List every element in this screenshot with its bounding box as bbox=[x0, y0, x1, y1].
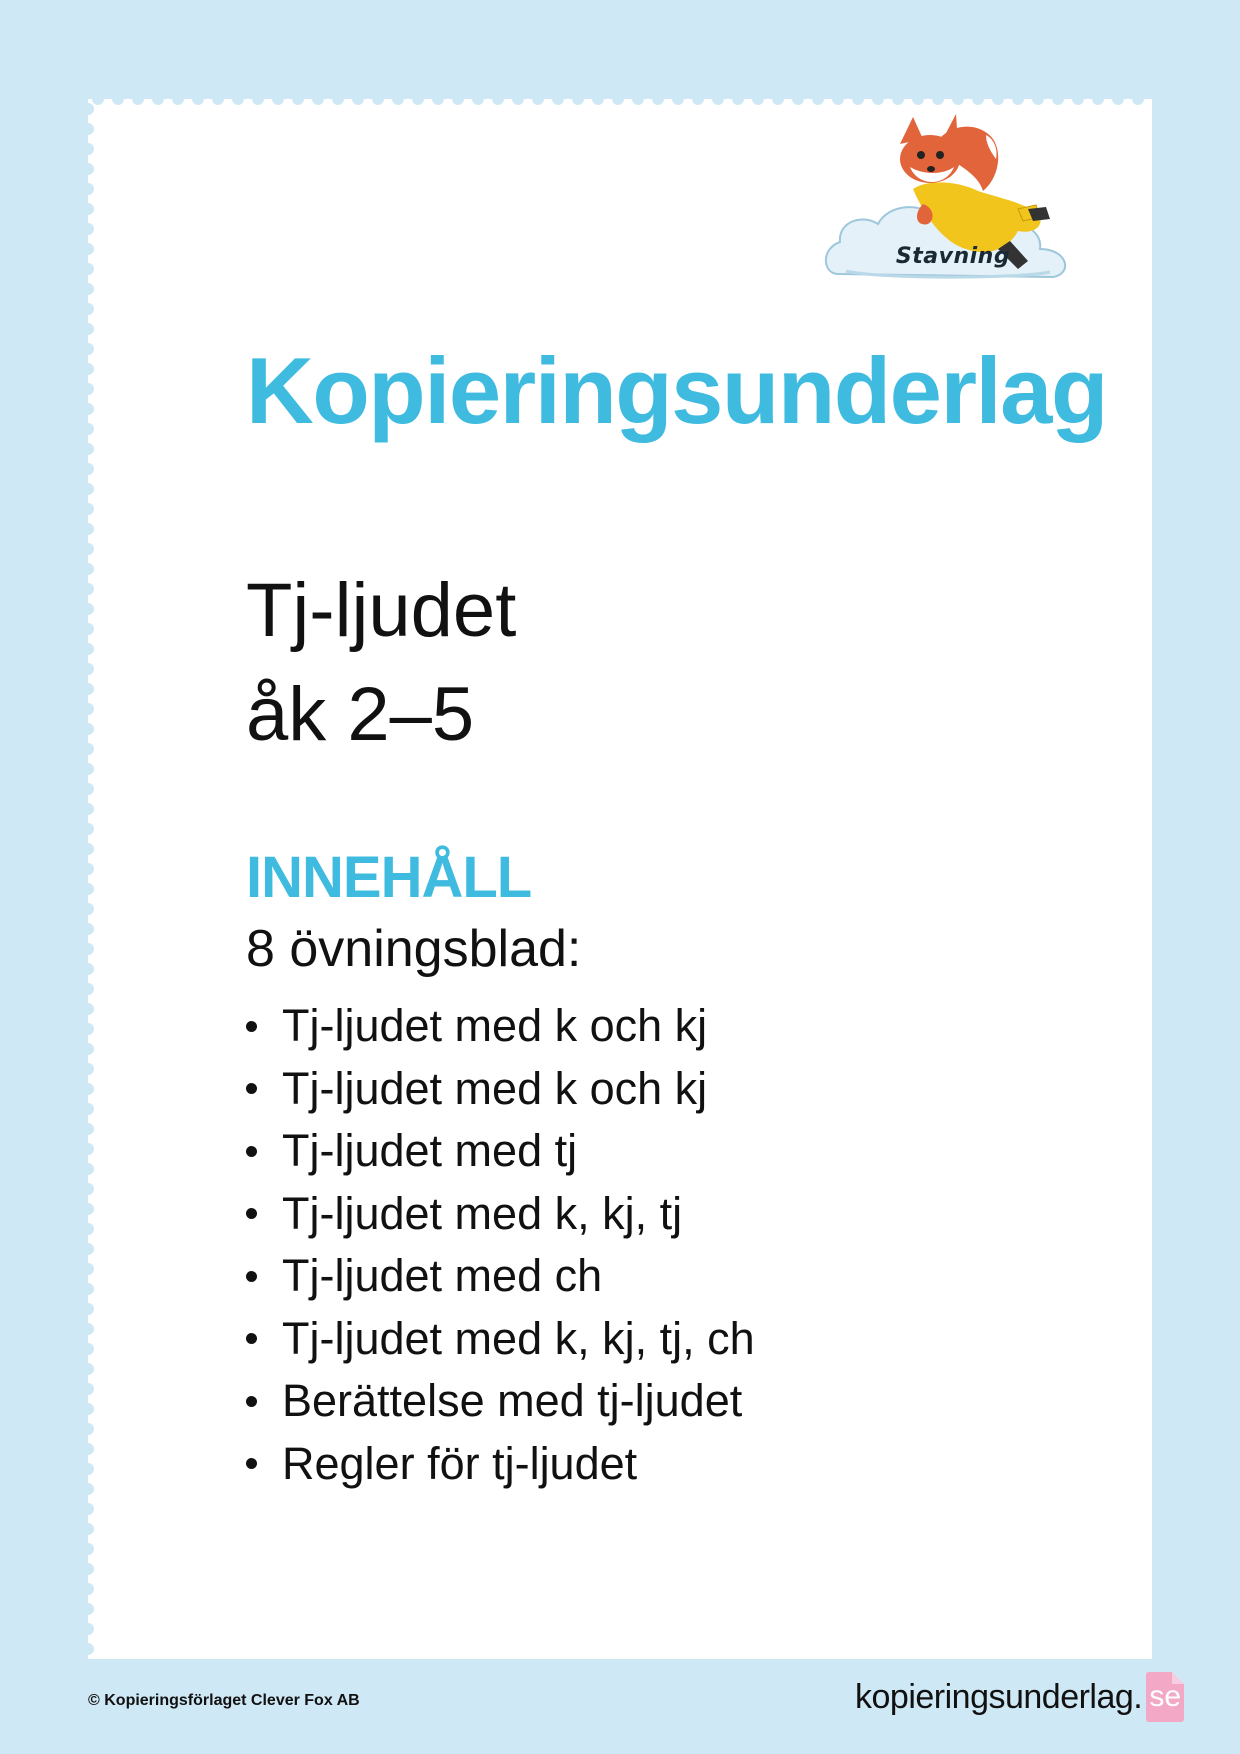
bullet-icon bbox=[246, 1021, 257, 1032]
list-item bbox=[246, 1245, 755, 1308]
list-item-label: Tj-ljudet med k och kj bbox=[282, 1062, 708, 1114]
stamp-card bbox=[88, 99, 1152, 1659]
list-item bbox=[246, 1120, 755, 1183]
list-item-label: Tj-ljudet med tj bbox=[282, 1125, 578, 1176]
bullet-icon bbox=[246, 1271, 257, 1282]
list-item bbox=[246, 995, 755, 1058]
contents-list bbox=[246, 995, 755, 1495]
bullet-icon bbox=[246, 1083, 257, 1094]
bullet-icon bbox=[246, 1458, 257, 1469]
stavning-badge bbox=[818, 109, 1098, 309]
brand-tld: se bbox=[1149, 1680, 1182, 1713]
list-item bbox=[246, 1433, 755, 1496]
subtitle-topic: Tj-ljudet bbox=[246, 568, 517, 653]
list-item-label: Tj-ljudet med k och kj bbox=[282, 1000, 708, 1051]
brand-tld-badge bbox=[1146, 1672, 1184, 1722]
subtitle-grade: åk 2–5 bbox=[246, 672, 475, 757]
list-item bbox=[246, 1183, 755, 1246]
list-item bbox=[246, 1058, 755, 1121]
page-title: Kopieringsunderlag bbox=[246, 338, 1107, 443]
contents-count: 8 övningsblad: bbox=[246, 920, 582, 978]
subtitle bbox=[246, 559, 516, 767]
brand-logo[interactable] bbox=[855, 1672, 1184, 1722]
bullet-icon bbox=[246, 1146, 257, 1157]
list-item-label: Tj-ljudet med ch bbox=[282, 1250, 603, 1301]
bullet-icon bbox=[246, 1208, 257, 1219]
contents-heading: INNEHÅLL bbox=[246, 845, 532, 910]
list-item bbox=[246, 1370, 755, 1433]
badge-label: Stavning bbox=[895, 244, 1011, 269]
list-item-label: Regler för tj-ljudet bbox=[282, 1437, 638, 1489]
fox-on-cloud-icon bbox=[818, 109, 1098, 309]
brand-name: kopieringsunderlag. bbox=[855, 1677, 1143, 1716]
list-item bbox=[246, 1308, 755, 1371]
list-item-label: Tj-ljudet med k, kj, tj bbox=[282, 1187, 683, 1239]
list-item-label: Berättelse med tj-ljudet bbox=[282, 1375, 743, 1426]
bullet-icon bbox=[246, 1396, 257, 1407]
list-item-label: Tj-ljudet med k, kj, tj, ch bbox=[282, 1312, 755, 1364]
bullet-icon bbox=[246, 1333, 257, 1344]
copyright-notice: © Kopieringsförlaget Clever Fox AB bbox=[88, 1692, 360, 1709]
